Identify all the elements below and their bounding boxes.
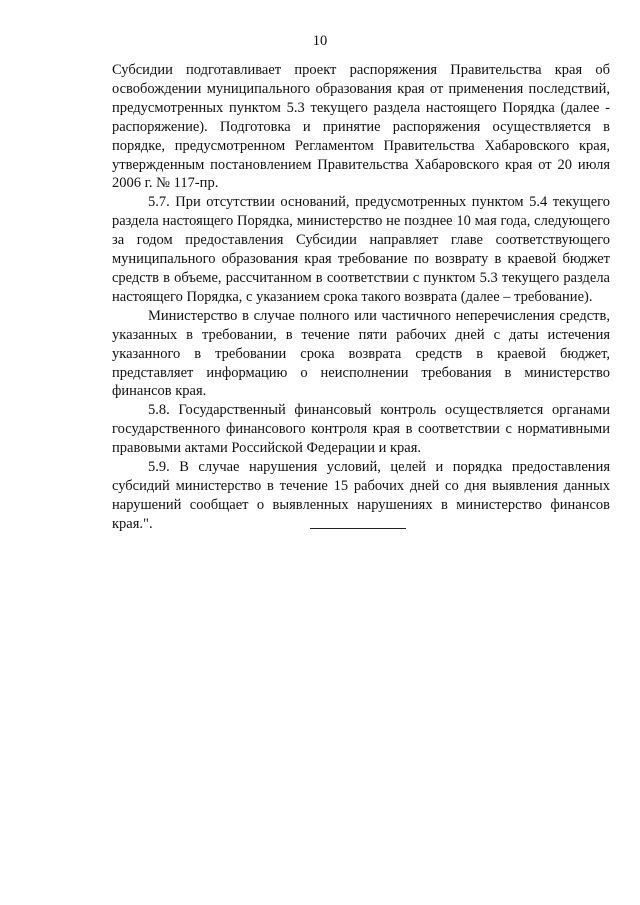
paragraph-5-8: 5.8. Государственный финансовый контроль осуществляется органами государственного финансового контроля края в соответствии с нормативными правовыми актами Российской Федерации и края.	[112, 402, 610, 457]
paragraph-subsidy-order-release: Субсидии подготавливает проект распоряжения Правительства края об освобождении муниципального образования края от применения последствий, предусмотренных пунктом 5.3 текущего раздела настоящего Порядка (далее - распоряжение). Подготовка и принятие распоряжения осуществляется в порядке, предусмотренном Регламентом Правительства Хабаровского края, утвержденным постановлением Правительства Хабаровского края от 20 июля 2006 г. № 117-пр.	[112, 62, 610, 192]
document-body	[112, 61, 610, 534]
paragraph-5-7: 5.7. При отсутствии оснований, предусмотренных пунктом 5.4 текущего раздела настоящего Порядка, министерство не позднее 10 мая года, следующего за годом предоставления Субсидии направляет главе соответствующего муниципального образования края требование по возврату в краевой бюджет средств в объеме, рассчитанном в соответствии с пунктом 5.3 текущего раздела настоящего Порядка, с указанием срока такого возврата (далее – требование).	[112, 194, 610, 305]
paragraph-5-9: 5.9. В случае нарушения условий, целей и порядка предоставления субсидий министерство в течение 15 рабочих дней со дня выявления данных нарушений сообщает о выявленных нарушениях в министерство финансов края.".	[112, 459, 610, 532]
paragraph-ministry-notice: Министерство в случае полного или частичного неперечисления средств, указанных в требовании, в течение пяти рабочих дней с даты истечения указанного в требовании срока возврата средств в краевой бюджет, представляет информацию о неисполнении требования в министерство финансов края.	[112, 307, 610, 400]
page-number: 10	[312, 33, 328, 49]
end-separator-line	[310, 528, 406, 529]
